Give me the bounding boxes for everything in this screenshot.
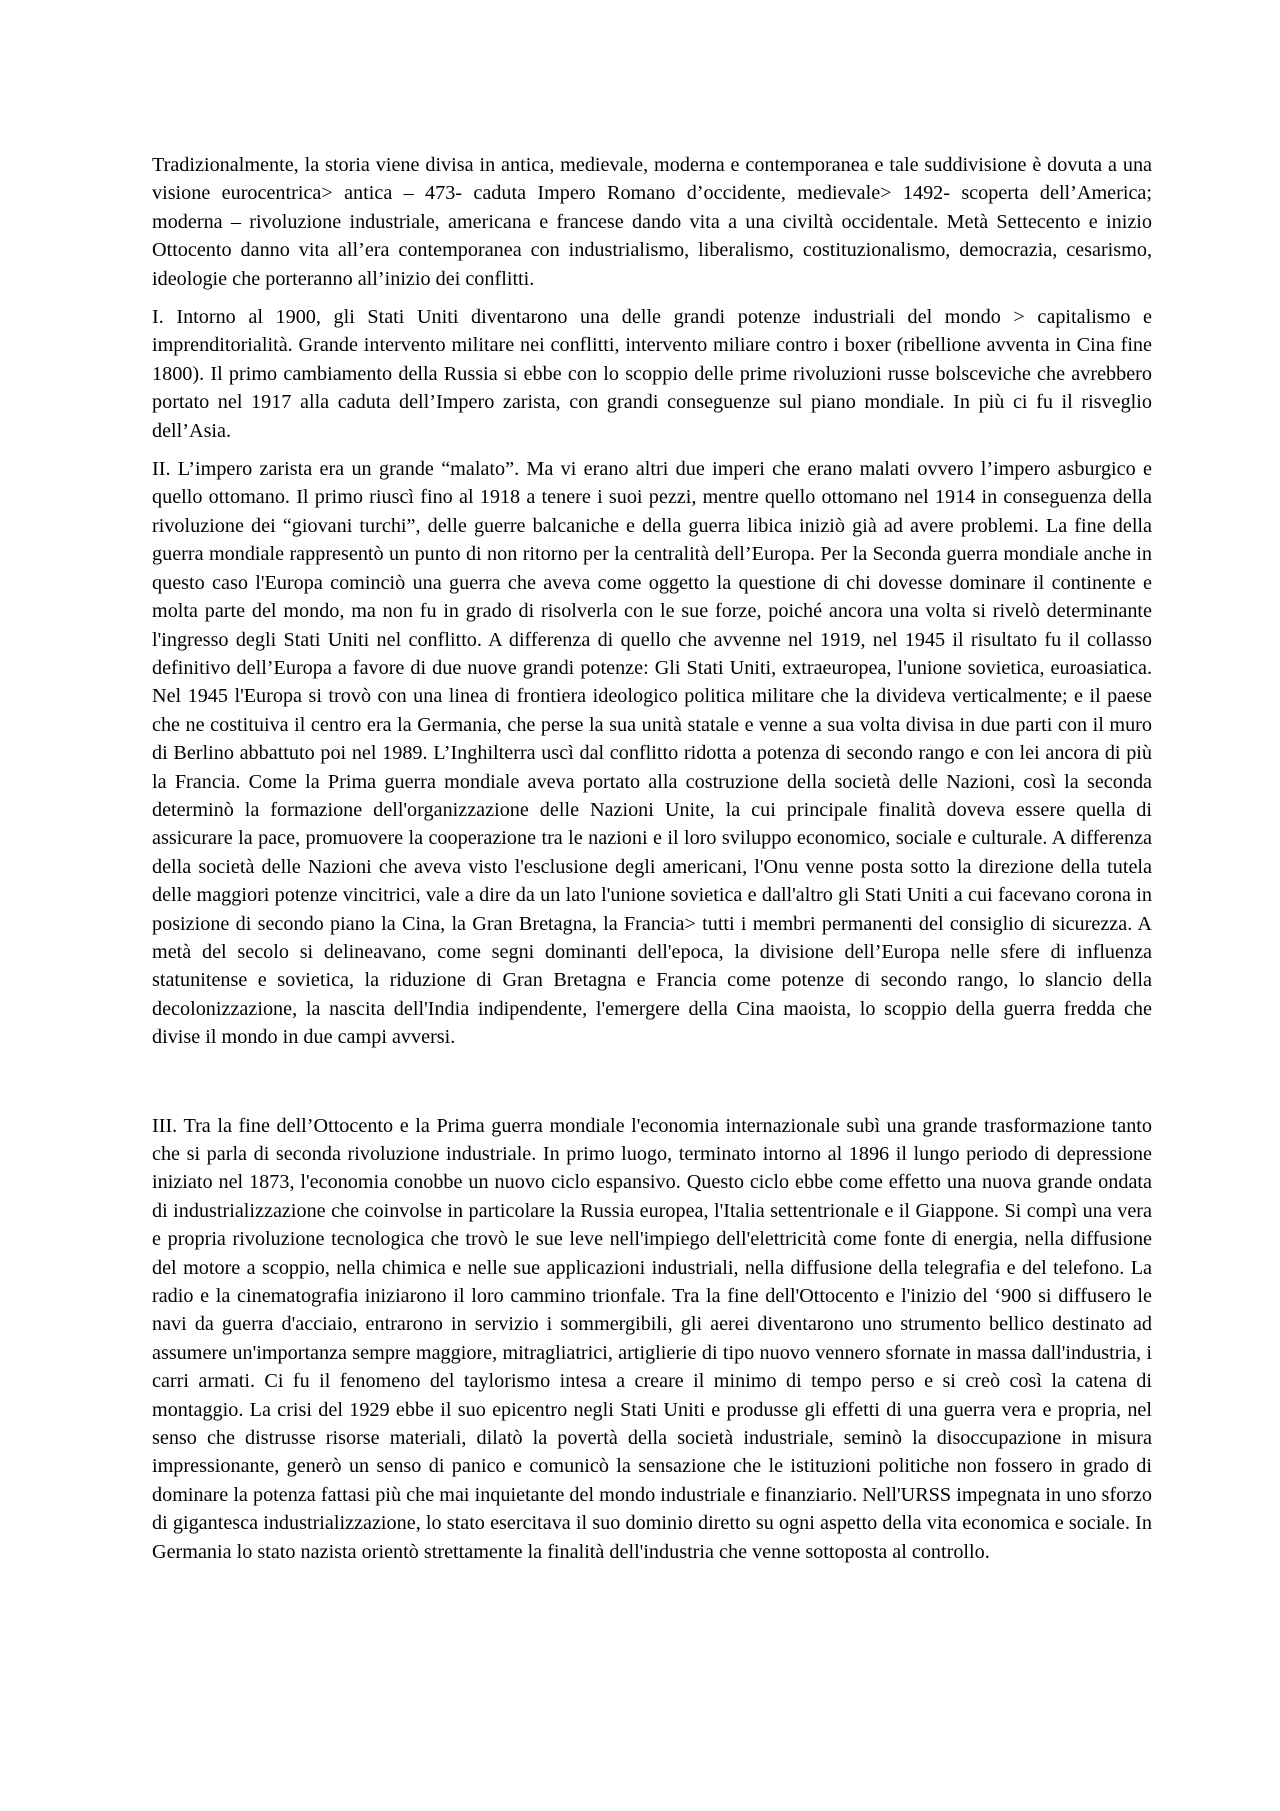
paragraph-section-2: II. L’impero zarista era un grande “malato”. Ma vi erano altri due imperi che erano malati ovvero l’impero asburgico e quello ottomano. Il primo riuscì fino al 1918 a tenere i suoi pezzi, mentre quello ottomano nel 1914 in conseguenza della rivoluzione dei “giovani turchi”, delle guerre balcaniche e della guerra libica iniziò già ad avere problemi. La fine della guerra mondiale rappresentò un punto di non ritorno per la centralità dell’Europa. Per la Seconda guerra mondiale anche in questo caso l'Europa cominciò una guerra che aveva come oggetto la questione di chi dovesse dominare il continente e molta parte del mondo, ma non fu in grado di risolverla con le sue forze, poiché ancora una volta si rivelò determinante l'ingresso degli Stati Uniti nel conflitto. A differenza di quello che avvenne nel 1919, nel 1945 il risultato fu il collasso definitivo dell’Europa a favore di due nuove grandi potenze: Gli Stati Uniti, extraeuropea, l'unione sovietica, euroasiatica. Nel 1945 l'Europa si trovò con una linea di frontiera ideologico politica militare che la divideva verticalmente; e il paese che ne costituiva il centro era la Germania, che perse la sua unità statale e venne a sua volta divisa in due parti con il muro di Berlino abbattuto poi nel 1989. L’Inghilterra uscì dal conflitto ridotta a potenza di secondo rango e con lei ancora di più la Francia. Come la Prima guerra mondiale aveva portato alla costruzione della società delle Nazioni, così la seconda determinò la formazione dell'organizzazione delle Nazioni Unite, la cui principale finalità doveva essere quella di assicurare la pace, promuovere la cooperazione tra le nazioni e il loro sviluppo economico, sociale e culturale. A differenza della società delle Nazioni che aveva visto l'esclusione degli americani, l'Onu venne posta sotto la direzione della tutela delle maggiori potenze vincitrici, vale a dire da un lato l'unione sovietica e dall'altro gli Stati Uniti a cui facevano corona in posizione di secondo piano la Cina, la Gran Bretagna, la Francia> tutti i membri permanenti del consiglio di sicurezza. A metà del secolo si delineavano, come segni dominanti dell'epoca, la divisione dell’Europa nelle sfere di influenza statunitense e sovietica, la riduzione di Gran Bretagna e Francia come potenze di secondo rango, lo slancio della decolonizzazione, la nascita dell'India indipendente, l'emergere della Cina maoista, lo scoppio della guerra fredda che divise il mondo in due campi avversi. xyxy=(152,458,1152,1049)
paragraph-section-3: III. Tra la fine dell’Ottocento e la Prima guerra mondiale l'economia internazionale subì una grande trasformazione tanto che si parla di seconda rivoluzione industriale. In primo luogo, terminato intorno al 1896 il lungo periodo di depressione iniziato nel 1873, l'economia conobbe un nuovo ciclo espansivo. Questo ciclo ebbe come effetto una nuova grande ondata di industrializzazione che coinvolse in particolare la Russia europea, l'Italia settentrionale e il Giappone. Si compì una vera e propria rivoluzione tecnologica che trovò le sue leve nell'impiego dell'elettricità come fonte di energia, nella diffusione del motore a scoppio, nella chimica e nelle sue applicazioni industriali, nella diffusione della telegrafia e del telefono. La radio e la cinematografia iniziarono il loro cammino trionfale. Tra la fine dell'Ottocento e l'inizio del ‘900 si diffusero le navi da guerra d'acciaio, entrarono in servizio i sommergibili, gli aerei diventarono uno strumento bellico destinato ad assumere un'importanza sempre maggiore, mitragliatrici, artiglierie di tipo nuovo vennero sfornate in massa dall'industria, i carri armati. Ci fu il fenomeno del taylorismo intesa a creare il minimo di tempo perso e si creò così la catena di montaggio. La crisi del 1929 ebbe il suo epicentro negli Stati Uniti e produsse gli effetti di una guerra vera e propria, nel senso che distrusse risorse materiali, dilatò la povertà della società industriale, seminò la disoccupazione in misura impressionante, generò un senso di panico e comunicò la sensazione che le istituzioni politiche non fossero in grado di dominare la potenza fattasi più che mai inquietante del mondo industriale e finanziario. Nell'URSS impegnata in uno sforzo di gigantesca industrializzazione, lo stato esercitava il suo dominio diretto su ogni aspetto della vita economica e sociale. In Germania lo stato nazista orientò strettamente la finalità dell'industria che venne sottoposta al controllo. xyxy=(152,1114,1152,1563)
paragraph-section-1: I. Intorno al 1900, gli Stati Uniti diventarono una delle grandi potenze industriali del mondo > capitalismo e imprenditorialità. Grande intervento militare nei conflitti, intervento miliare contro i boxer (ribellione avventa in Cina fine 1800). Il primo cambiamento della Russia si ebbe con lo scoppio delle prime rivoluzioni russe bolsceviche che avrebbero portato nel 1917 alla caduta dell’Impero zarista, con grandi conseguenze sul piano mondiale. In più ci fu il risveglio dell’Asia. xyxy=(152,306,1152,442)
paragraph-intro: Tradizionalmente, la storia viene divisa in antica, medievale, moderna e contemporanea e tale suddivisione è dovuta a una visione eurocentrica> antica – 473- caduta Impero Romano d’occidente, medievale> 1492- scoperta dell’America; moderna – rivoluzione industriale, americana e francese dando vita a una civiltà occidentale. Metà Settecento e inizio Ottocento danno vita all’era contemporanea con industrialismo, liberalismo, costituzionalismo, democrazia, cesarismo, ideologie che porteranno all’inizio dei conflitti. xyxy=(152,154,1152,290)
document-body xyxy=(152,151,1152,1576)
